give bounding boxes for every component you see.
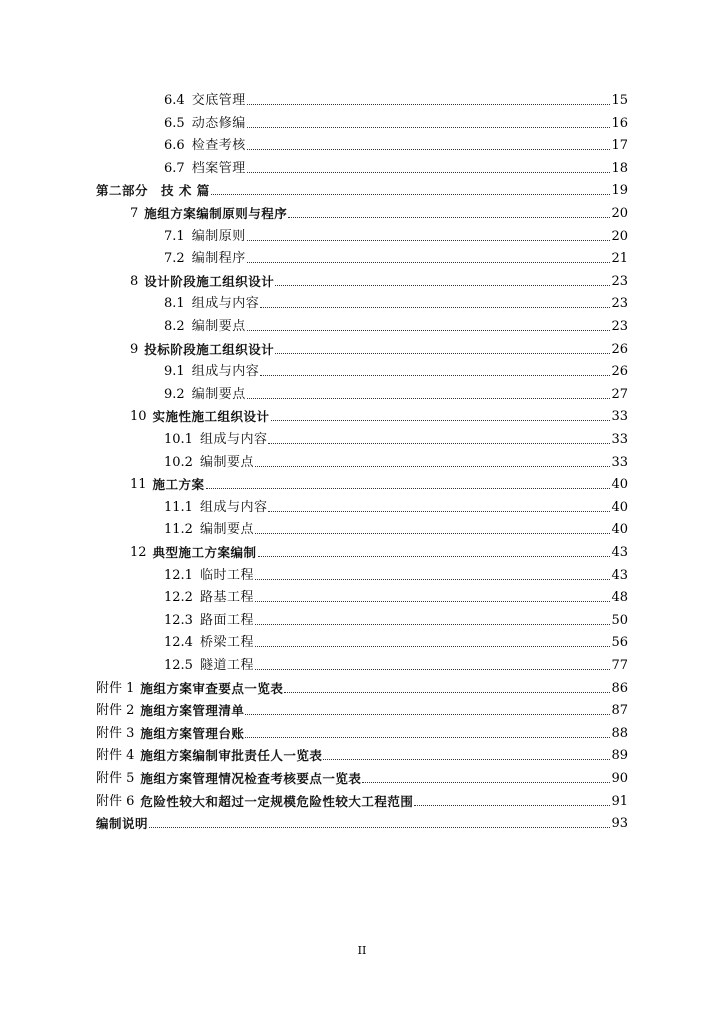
dot-leader bbox=[288, 217, 610, 218]
toc-entry-number: 8.1 bbox=[164, 296, 185, 312]
dot-leader bbox=[245, 737, 610, 738]
toc-entry-number: 9 bbox=[130, 341, 139, 357]
dot-leader bbox=[247, 398, 611, 399]
toc-entry-number: 12 bbox=[130, 545, 147, 560]
toc-entry-title: 施组方案编制审批责任人一览表 bbox=[140, 748, 323, 764]
toc-entry-title: 档案管理 bbox=[191, 160, 246, 176]
toc-entry-page: 43 bbox=[611, 567, 628, 583]
toc-entry-page: 23 bbox=[611, 296, 628, 312]
toc-entry-number: 附件 5 bbox=[96, 771, 135, 786]
dot-leader bbox=[211, 194, 611, 195]
toc-entry[interactable] bbox=[130, 270, 628, 290]
toc-entry-number: 6.4 bbox=[164, 93, 185, 108]
dot-leader bbox=[255, 646, 610, 647]
dot-leader bbox=[323, 759, 610, 760]
toc-entry-page: 40 bbox=[611, 477, 628, 493]
dot-leader bbox=[247, 172, 611, 173]
toc-entry-page: 15 bbox=[611, 93, 628, 108]
toc-entry-number: 11.2 bbox=[164, 522, 193, 538]
toc-entry-page: 17 bbox=[611, 138, 628, 154]
page-number: II bbox=[357, 944, 367, 957]
toc-entry-number: 8 bbox=[130, 273, 139, 289]
toc-entry-title: 路面工程 bbox=[199, 612, 254, 628]
toc-entry[interactable] bbox=[164, 496, 628, 516]
dot-leader bbox=[247, 330, 611, 331]
toc-entry-title: 动态修编 bbox=[191, 115, 246, 131]
toc-entry[interactable] bbox=[164, 451, 628, 471]
dot-leader bbox=[247, 240, 611, 241]
toc-entry-title: 检查考核 bbox=[191, 138, 246, 154]
toc-entry-page: 91 bbox=[611, 793, 628, 809]
toc-entry-title: 隧道工程 bbox=[199, 658, 254, 673]
toc-entry-number: 11 bbox=[130, 477, 147, 493]
toc-entry-page: 27 bbox=[611, 386, 628, 402]
toc-entry[interactable] bbox=[130, 541, 628, 561]
toc-entry-title: 编制说明 bbox=[96, 816, 149, 832]
toc-entry-title: 路基工程 bbox=[199, 590, 254, 606]
toc-entry[interactable] bbox=[164, 586, 628, 606]
toc-entry[interactable] bbox=[96, 790, 628, 810]
dot-leader bbox=[275, 353, 610, 354]
dot-leader bbox=[247, 262, 611, 263]
toc-entry-title: 施组方案编制原则与程序 bbox=[144, 206, 288, 221]
toc-entry-page: 89 bbox=[611, 748, 628, 764]
dot-leader bbox=[414, 805, 610, 806]
toc-entry-title: 编制要点 bbox=[199, 454, 254, 470]
toc-entry-title: 编制要点 bbox=[191, 386, 246, 402]
toc-entry[interactable] bbox=[164, 518, 628, 538]
toc-entry-page: 86 bbox=[611, 680, 628, 696]
dot-leader bbox=[258, 556, 611, 557]
toc-entry[interactable] bbox=[164, 225, 628, 245]
toc-entry[interactable] bbox=[164, 112, 628, 132]
dot-leader bbox=[247, 127, 611, 128]
toc-entry-page: 87 bbox=[611, 703, 628, 719]
toc-entry-title: 投标阶段施工组织设计 bbox=[144, 341, 275, 357]
toc-entry[interactable] bbox=[164, 315, 628, 335]
toc-entry-page: 48 bbox=[611, 590, 628, 606]
toc-entry-title: 第二部分 技 术 篇 bbox=[96, 183, 210, 199]
toc-entry-page: 50 bbox=[611, 612, 628, 628]
toc-entry[interactable] bbox=[130, 473, 628, 493]
dot-leader bbox=[255, 466, 610, 467]
toc-entry[interactable] bbox=[164, 654, 628, 674]
toc-entry[interactable] bbox=[164, 564, 628, 584]
toc-entry-number: 附件 6 bbox=[96, 793, 135, 809]
toc-entry-page: 20 bbox=[611, 206, 628, 221]
toc-entry-number: 8.2 bbox=[164, 319, 185, 334]
toc-entry-page: 18 bbox=[611, 160, 628, 176]
toc-entry-title: 施组方案管理台账 bbox=[140, 725, 245, 741]
toc-entry-title: 编制原则 bbox=[191, 228, 246, 244]
dot-leader bbox=[268, 443, 610, 444]
dot-leader bbox=[255, 624, 610, 625]
dot-leader bbox=[149, 827, 610, 828]
toc-entry-number: 9.2 bbox=[164, 386, 185, 402]
toc-entry-page: 19 bbox=[611, 183, 628, 199]
toc-entry-number: 10.1 bbox=[164, 432, 193, 447]
toc-entry-number: 12.5 bbox=[164, 658, 193, 673]
toc-entry-number: 7 bbox=[130, 206, 139, 221]
dot-leader bbox=[255, 579, 610, 580]
dot-leader bbox=[260, 307, 610, 308]
dot-leader bbox=[255, 669, 610, 670]
toc-entry-page: 26 bbox=[611, 364, 628, 380]
toc-entry-title: 设计阶段施工组织设计 bbox=[144, 273, 275, 289]
toc-entry[interactable] bbox=[96, 179, 628, 199]
toc-entry-number: 附件 4 bbox=[96, 748, 135, 764]
toc-entry[interactable] bbox=[96, 677, 628, 697]
toc-entry[interactable] bbox=[96, 744, 628, 764]
toc-entry-title: 编制要点 bbox=[199, 522, 254, 538]
toc-entry-title: 组成与内容 bbox=[191, 364, 260, 380]
toc-entry-title: 组成与内容 bbox=[191, 296, 260, 312]
toc-entry[interactable] bbox=[164, 292, 628, 312]
toc-entry[interactable] bbox=[164, 247, 628, 267]
toc-entry-number: 10.2 bbox=[164, 454, 193, 470]
toc-entry-title: 临时工程 bbox=[199, 567, 254, 583]
dot-leader bbox=[247, 149, 611, 150]
toc-entry[interactable] bbox=[96, 812, 628, 832]
toc-entry-page: 16 bbox=[611, 115, 628, 131]
toc-entry-title: 典型施工方案编制 bbox=[152, 545, 257, 560]
dot-leader bbox=[255, 533, 610, 534]
toc-entry-number: 6.6 bbox=[164, 138, 185, 154]
toc-entry-page: 90 bbox=[611, 771, 628, 786]
toc-entry[interactable] bbox=[164, 360, 628, 380]
toc-entry-number: 附件 1 bbox=[96, 680, 135, 696]
toc-entry-number: 12.2 bbox=[164, 590, 193, 606]
toc-entry-title: 组成与内容 bbox=[199, 432, 268, 447]
toc-entry-number: 11.1 bbox=[164, 499, 193, 515]
toc-entry-title: 编制程序 bbox=[191, 251, 246, 267]
toc-entry-title: 施工方案 bbox=[152, 477, 205, 493]
toc-entry-title: 编制要点 bbox=[191, 319, 246, 334]
toc-entry-title: 危险性较大和超过一定规模危险性较大工程范围 bbox=[140, 793, 414, 809]
dot-leader bbox=[260, 375, 610, 376]
toc-entry[interactable] bbox=[164, 89, 628, 109]
toc-entry-page: 40 bbox=[611, 522, 628, 538]
toc-entry-number: 12.4 bbox=[164, 635, 193, 651]
toc-entry-title: 施组方案审查要点一览表 bbox=[140, 680, 284, 696]
toc-entry-page: 20 bbox=[611, 228, 628, 244]
toc-entry[interactable] bbox=[96, 699, 628, 719]
toc-entry-title: 施组方案管理情况检查考核要点一览表 bbox=[140, 771, 362, 786]
toc-entry[interactable] bbox=[130, 202, 628, 222]
toc-entry-page: 56 bbox=[611, 635, 628, 651]
toc-entry-page: 23 bbox=[611, 319, 628, 334]
toc-entry-number: 10 bbox=[130, 409, 147, 425]
toc-entry-page: 33 bbox=[611, 432, 628, 447]
toc-entry-page: 26 bbox=[611, 341, 628, 357]
toc-entry-number: 6.7 bbox=[164, 160, 185, 176]
dot-leader bbox=[275, 285, 610, 286]
dot-leader bbox=[206, 488, 611, 489]
toc-entry[interactable] bbox=[164, 609, 628, 629]
toc-entry[interactable] bbox=[164, 631, 628, 651]
dot-leader bbox=[284, 692, 610, 693]
toc-entry-number: 附件 3 bbox=[96, 725, 135, 741]
dot-leader bbox=[271, 420, 611, 421]
toc-entry-title: 交底管理 bbox=[191, 93, 246, 108]
toc-entry-number: 7.2 bbox=[164, 251, 185, 267]
toc-entry[interactable] bbox=[164, 428, 628, 448]
toc-entry-title: 组成与内容 bbox=[199, 499, 268, 515]
toc-entry-title: 施组方案管理清单 bbox=[140, 703, 245, 719]
toc-entry-number: 7.1 bbox=[164, 228, 185, 244]
dot-leader bbox=[268, 511, 610, 512]
dot-leader bbox=[362, 782, 610, 783]
toc-entry[interactable] bbox=[164, 383, 628, 403]
toc-entry-page: 21 bbox=[611, 251, 628, 267]
dot-leader bbox=[255, 601, 610, 602]
toc-entry-number: 9.1 bbox=[164, 364, 185, 380]
toc-entry-page: 33 bbox=[611, 409, 628, 425]
toc-entry-page: 23 bbox=[611, 273, 628, 289]
toc-entry-number: 附件 2 bbox=[96, 703, 135, 719]
toc-entry[interactable] bbox=[96, 722, 628, 742]
toc-entry-page: 40 bbox=[611, 499, 628, 515]
toc-entry[interactable] bbox=[164, 157, 628, 177]
toc-entry-number: 12.1 bbox=[164, 567, 193, 583]
toc-entry-title: 实施性施工组织设计 bbox=[152, 409, 270, 425]
toc-entry-number: 6.5 bbox=[164, 115, 185, 131]
toc-entry[interactable] bbox=[164, 134, 628, 154]
toc-entry[interactable] bbox=[96, 767, 628, 787]
toc-entry[interactable] bbox=[130, 338, 628, 358]
toc-entry-page: 43 bbox=[611, 545, 628, 560]
toc-entry-title: 桥梁工程 bbox=[199, 635, 254, 651]
toc-entry-page: 93 bbox=[611, 816, 628, 832]
dot-leader bbox=[247, 104, 611, 105]
toc-entry-page: 33 bbox=[611, 454, 628, 470]
toc-entry-page: 88 bbox=[611, 725, 628, 741]
dot-leader bbox=[245, 714, 610, 715]
toc-entry-page: 77 bbox=[611, 658, 628, 673]
toc-entry-number: 12.3 bbox=[164, 612, 193, 628]
toc-entry[interactable] bbox=[130, 405, 628, 425]
